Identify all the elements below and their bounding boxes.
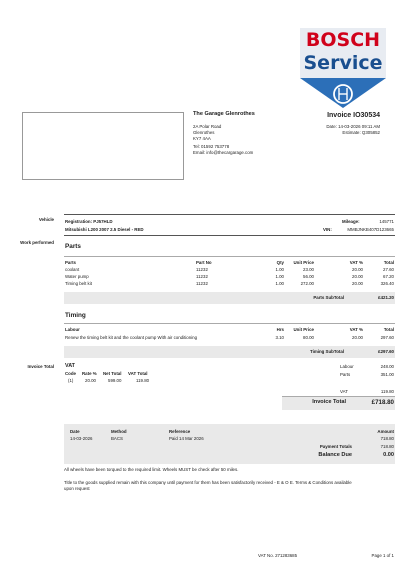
totals-vat-value: 119.80 [380,389,394,394]
balance-due-label: Balance Due [318,452,352,458]
invoice-date: Date: 14-03-2026 09:11 AM [326,124,380,129]
invoice-title: Invoice IO30534 [327,112,380,119]
footer-page-number: Page 1 of 1 [371,553,394,558]
part-total: 326.40 [380,281,394,286]
customer-address-box [22,112,184,180]
invoice-total-label: Invoice Total [312,399,346,405]
work-section-label: Work performed [20,240,54,245]
labour-header-hrs: Hrs [276,327,284,332]
totals-labour-value: 248.00 [380,364,394,369]
vat-total: 119.80 [136,378,150,383]
note-title-line2: upon request [64,486,90,491]
vehicle-model: Mitsubishi L200 2007 2.5 Diesel - RED [65,227,144,232]
part-name: coolant [65,267,80,272]
labour-vat: 20.00 [352,335,363,340]
vat-rate: 20.00 [85,378,96,383]
part-total: 67.20 [383,274,394,279]
part-number: 11232 [196,281,208,286]
part-qty: 1.00 [275,281,284,286]
payment-date: 14-03-2026 [70,436,93,441]
vat-code: (1) [68,378,74,383]
footer-vat-number: VAT No. 271283685 [258,553,298,558]
parts-header-qty: Qty [276,260,284,265]
labour-header-total: Total [383,327,394,332]
payment-header-reference: Reference [169,429,191,434]
part-vat: 20.00 [352,274,363,279]
labour-header-vat: VAT % [349,327,363,332]
totals-parts-label: Parts [340,372,351,377]
part-unit-price: 56.00 [303,274,314,279]
vat-net: 599.00 [108,378,122,383]
vat-header-net: Net Total [103,371,122,376]
part-number: 11232 [196,274,208,279]
garage-name: The Garage Glenrothes [193,111,255,117]
logo-bosch-text: BOSCH [305,29,381,51]
parts-subtotal-value: £421.20 [378,295,394,300]
labour-total: 297.60 [380,335,394,340]
part-total: 27.60 [383,267,394,272]
parts-title: Parts [65,243,81,250]
payment-totals-value: 718.80 [380,444,394,449]
parts-subtotal-band [64,292,395,304]
part-vat: 20.00 [352,267,363,272]
totals-labour-label: Labour [340,364,354,369]
vehicle-registration: Registration: PJ57HLD [65,219,113,224]
labour-header-unitprice: Unit Price [293,327,314,332]
logo-service-text: Service [303,52,383,74]
invoice-total-section-label: Invoice Total [27,364,54,369]
parts-header-parts: Parts [65,260,76,265]
labour-description: Renew the timing belt kit and the coolant pump With air conditioning [65,335,198,340]
payment-method: BACS [111,436,123,441]
garage-address-1: 2A Polar Road [193,124,222,129]
payment-header-date: Date [70,429,80,434]
payment-totals-label: Payment Totals [319,444,352,449]
payment-reference: Paid 14 Mar 2026 [169,436,204,441]
payment-header-amount: Amount [377,429,394,434]
timing-subtotal-band [64,346,395,358]
vin-label: VIN: [323,227,332,232]
payment-amount: 718.80 [380,436,394,441]
garage-address-3: KY7 4AA [193,136,211,141]
part-name: Timing belt kit [65,281,92,286]
parts-header-unitprice: Unit Price [293,260,314,265]
invoice-total-value: £718.80 [371,399,394,406]
part-unit-price: 23.00 [303,267,314,272]
parts-header-vat: VAT % [349,260,363,265]
timing-subtotal-label: Timing SubTotal [310,349,344,354]
note-wheels: All wheels have been torqued to the required limit. Wheels MUST be check after 50 miles. [64,467,239,472]
labour-hrs: 3.10 [275,335,284,340]
timing-title: Timing [65,312,86,319]
labour-header-labour: Labour [65,327,80,332]
part-name: Water pump [65,274,89,279]
timing-subtotal-value: £297.60 [378,349,394,354]
vin-value: MMBJNKB407D123665 [347,227,394,232]
part-qty: 1.00 [275,274,284,279]
totals-parts-value: 351.00 [380,372,394,377]
vat-title: VAT [65,363,75,369]
mileage-label: Mileage: [342,219,360,224]
mileage-value: 145771 [379,219,394,224]
part-qty: 1.00 [275,267,284,272]
vat-header-vattotal: VAT Total [128,371,148,376]
garage-email: Email: info@thecargarage.com [193,150,254,155]
vehicle-section-label: Vehicle [38,217,54,222]
part-number: 11232 [196,267,208,272]
parts-subtotal-label: Parts SubTotal [313,295,344,300]
garage-tel: Tel: 01592 753778 [193,144,230,149]
parts-header-partno: Part No [196,260,212,265]
parts-header-total: Total [383,260,394,265]
vat-header-rate: Rate % [82,371,97,376]
payment-header-method: Method [111,429,127,434]
vat-header-code: Code [65,371,76,376]
labour-unit-price: 80.00 [303,335,314,340]
invoice-estimate: Estimate: Q305852 [342,130,380,135]
garage-address-2: Glenrothes [193,130,215,135]
totals-vat-label: VAT [340,389,348,394]
part-vat: 20.00 [352,281,363,286]
balance-due-value: 0.00 [383,452,394,458]
note-title-line1: Title to the goods supplied remain with this company until payment for them has been satisfactorily received - E & O E. Terms & Conditions available [64,480,352,485]
part-unit-price: 272.00 [300,281,314,286]
